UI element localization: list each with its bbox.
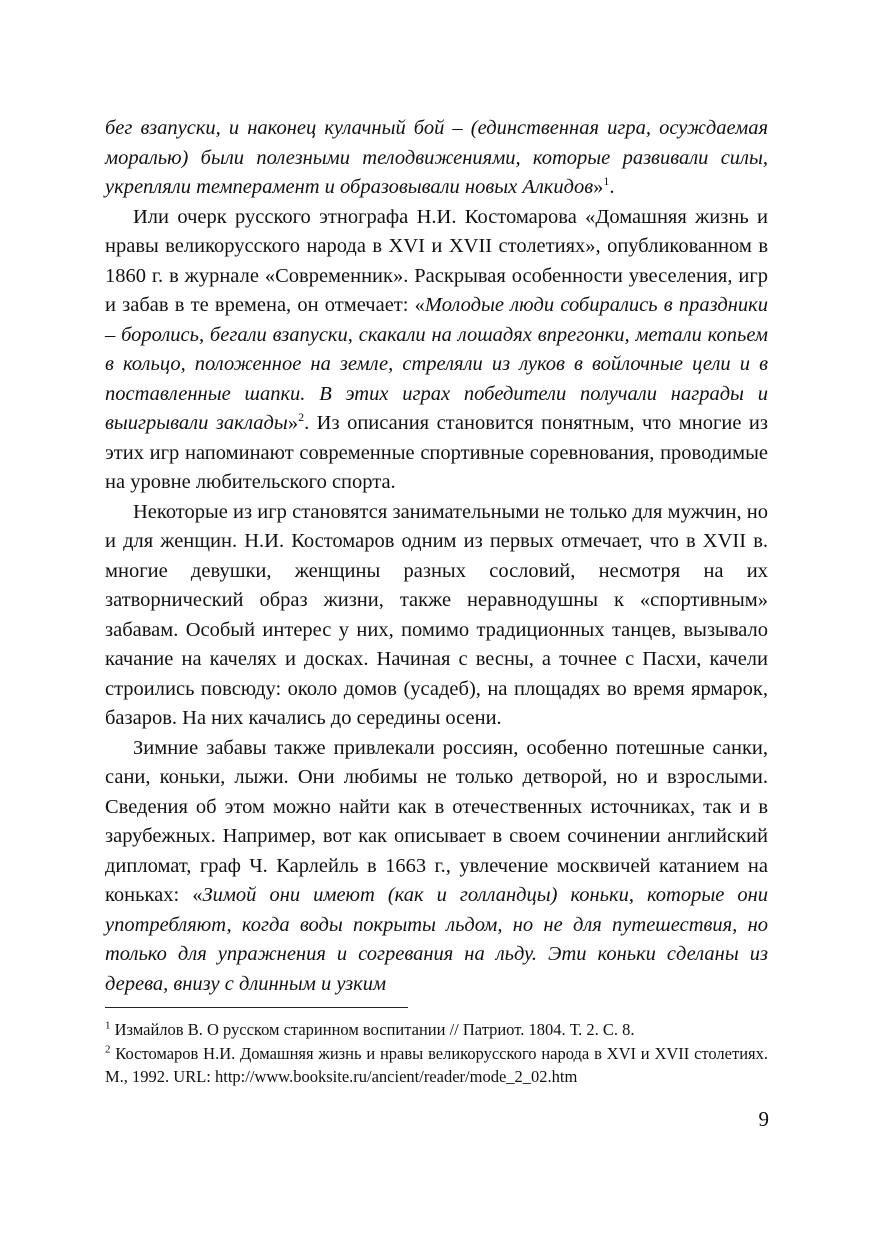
paragraph-text: Или очерк русского этнографа Н.И. Костомарова «Домашняя жизнь и нравы великорусского народа в XVI и XVII столетиях», опубликованном в 1860 г. в журнале «Современник». Раскрывая особенности увеселения, игр и забав в те времена, он отмечает: « [105, 205, 768, 316]
footnote-text: Костомаров Н.И. Домашняя жизнь и нравы великорусского народа в XVI и XVII столетиях. М., 1992. URL: http://www.booksite.ru/ancient/reader/mode_2_02.htm [105, 1043, 768, 1086]
footnote-mark: 1 [105, 1019, 111, 1032]
quote-italic: бег взапуски, и наконец кулачный бой – (единственная игра, осуждаемая моралью) были полезными телодвижениями, которые развивали силы, укрепляли темперамент и образовывали новых Алкидов [105, 117, 768, 198]
body-text [105, 114, 768, 999]
footnotes [105, 1018, 768, 1089]
paragraph-4 [105, 734, 768, 1000]
footnote-separator [105, 1007, 408, 1008]
quote-close: » [287, 412, 299, 434]
page-number: 9 [758, 1107, 769, 1131]
paragraph-text: . Из описания становится понятным, что многие из этих игр напоминают современные спортивные соревнования, проводимые на уровне любительского спорта. [105, 412, 768, 493]
footnote-1 [105, 1018, 768, 1042]
footnote-ref-1[interactable]: 1 [603, 174, 610, 189]
quote-italic: Молодые люди собирались в праздники – боролись, бегали взапуски, скакали на лошадях впрегонки, метали копьем в кольцо, положенное на земле, стреляли из луков в войлочные цели и в поставленные шапки. В этих играх победители получали награды и выигрывали заклады [105, 294, 768, 434]
quote-italic: Зимой они имеют (как и голландцы) коньки, которые они употребляют, когда воды покрыты льдом, но не для путешествия, но только для упражнения и согревания на льду. Эти коньки сделаны из дерева, внизу с длинным и узким [105, 884, 768, 995]
footnote-ref-2[interactable]: 2 [298, 410, 305, 425]
footnote-text: Измайлов В. О русском старинном воспитании // Патриот. 1804. Т. 2. С. 8. [110, 1020, 635, 1039]
paragraph-text: Зимние забавы также привлекали россиян, особенно потешные санки, сани, коньки, лыжи. Они любимы не только детворой, но и взрослыми. Сведения об этом можно найти как в отечественных источниках, так и в зарубежных. Например, вот как описывает в своем сочинении английский дипломат, граф Ч. Карлейль в 1663 г., увлечение москвичей катанием на коньках: « [105, 736, 768, 906]
footnote-mark: 2 [105, 1043, 111, 1055]
quote-close: » [593, 176, 604, 198]
paragraph-3: Некоторые из игр становятся занимательными не только для мужчин, но и для женщин. Н.И. Костомаров одним из первых отмечает, что в XVII в. многие девушки, женщины разных сословий, несмотря на их затворнический образ жизни, также неравнодушны к «спортивным» забавам. Особый интерес у них, помимо традиционных танцев, вызывало качание на качелях и досках. Начиная с весны, а точнее с Пасхи, качели строились повсюду: около домов (усадеб), на площадях во время ярмарок, базаров. На них качались до середины осени. [105, 500, 768, 729]
footnote-2 [105, 1042, 768, 1089]
paragraph-2 [105, 203, 768, 498]
punctuation: . [609, 176, 615, 198]
paragraph-1 [105, 114, 768, 203]
